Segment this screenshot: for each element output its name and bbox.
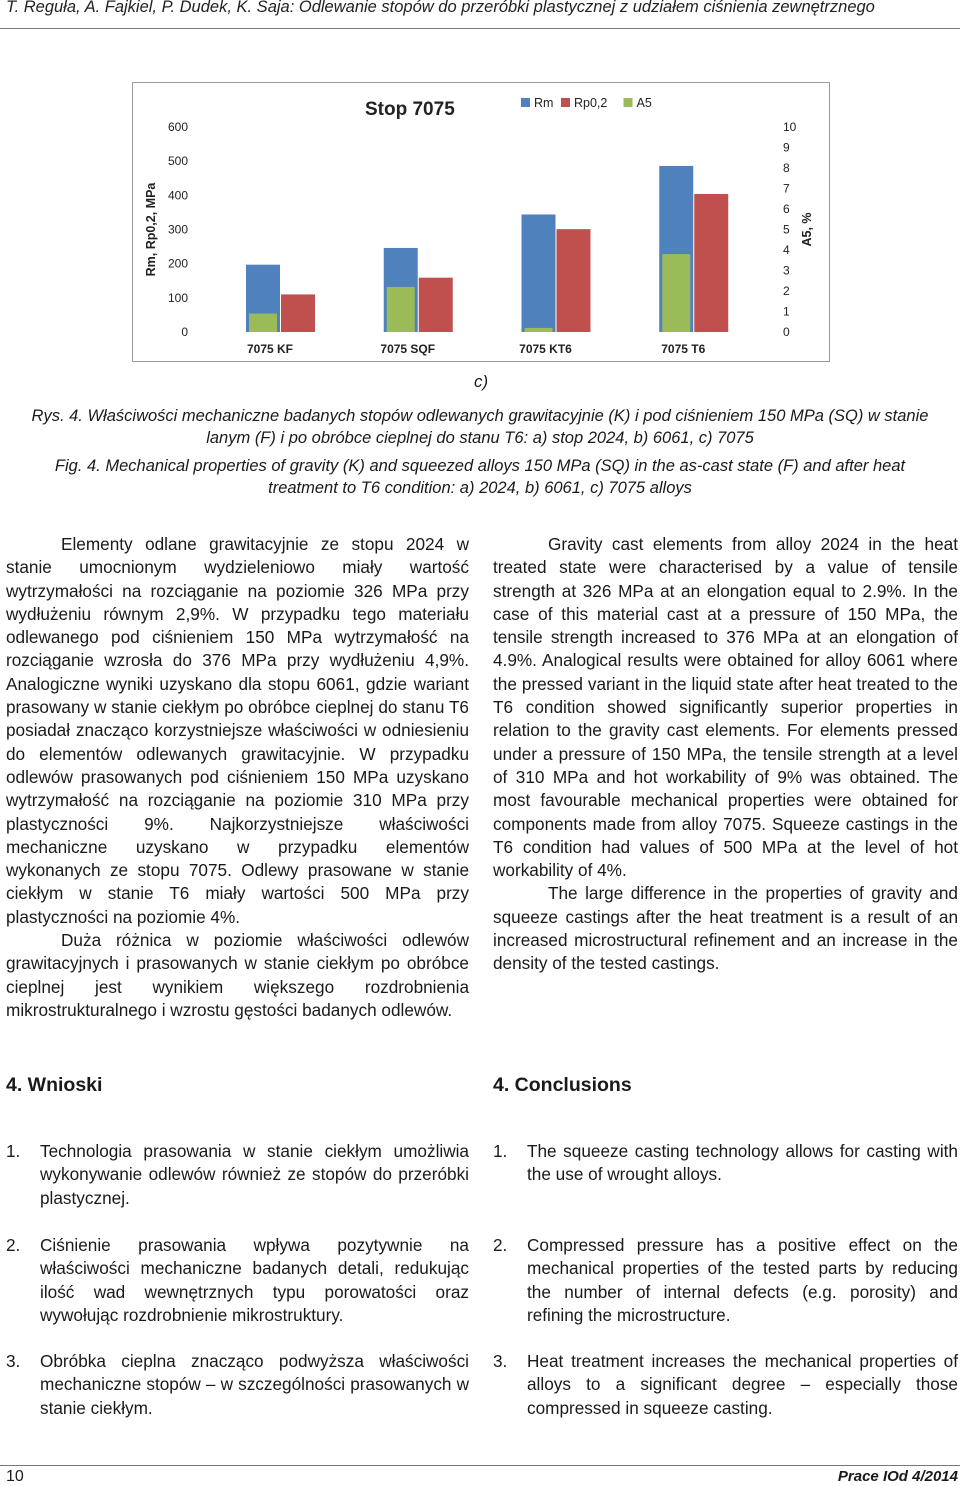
- legend-label-rp02: Rp0,2: [574, 96, 608, 110]
- conclusions-pl-heading: 4. Wnioski: [6, 1074, 103, 1096]
- chart-title: Stop 7075: [365, 99, 455, 120]
- journal-name: Prace IOd 4/2014: [837, 1468, 958, 1485]
- bar-rp02-2: [557, 229, 591, 332]
- y-tick-label: 400: [167, 188, 188, 203]
- caption-pl: [20, 405, 940, 449]
- bar-a5-2: [525, 328, 553, 332]
- list-item-text: Obróbka cieplna znacząco podwyższa właściwości mechaniczne stopów – w szczególności prasowanych w stanie ciekłym.: [40, 1351, 469, 1418]
- caption-en-text: Mechanical properties of gravity (K) and squeezed alloys 150 MPa (SQ) in the as-cast state (F) and after heat treatment to T6 condition: a) 2024, b) 6061, c) 7075 alloys: [105, 457, 906, 497]
- x-tick-label: 7075 T6: [661, 342, 706, 356]
- legend-swatch-rp02: [561, 98, 570, 107]
- bar-a5-1: [387, 287, 415, 332]
- header-rule: [0, 28, 960, 29]
- left-paragraph-1: Elementy odlane grawitacyjnie ze stopu 2024 w stanie umocnionym wydzieleniowo miały wartość wytrzymałości na rozciąganie na poziomie 326 MPa przy wydłużeniu równym 2,9%. W przypadku tego materiału odlewanego pod ciśnieniem 150 MPa wytrzymałość na rozciąganie wzrosła do 376 MPa przy wydłużeniu 4,9%. Analogiczne wyniki uzyskano dla stopu 6061, gdzie wariant prasowany w stanie ciekłym po obróbce cieplnej do stanu T6 posiadał znacząco korzystniejsze właściwości w odniesieniu do elementów odlewanych grawitacyjnie. W przypadku odlewów prasowanych pod ciśnieniem 150 MPa uzyskano wytrzymałość na rozciąganie na poziomie 310 MPa przy plastyczności 9%. Najkorzystniejsze właściwości mechaniczne uzyskano w przypadku elementów wykonanych ze stopu 7075. Odlewy prasowane w stanie ciekłym w stanie T6 miały wartości 500 MPa przy plastyczności na poziomie 4%.: [6, 534, 469, 927]
- bar-rp02-1: [419, 278, 453, 332]
- y2-tick-label: 6: [783, 202, 790, 216]
- footer-rule: [0, 1465, 960, 1466]
- list-item-text: Ciśnienie prasowania wpływa pozytywnie na właściwości mechaniczne badanych detali, redukując ilość wad wewnętrznych typu porowatości oraz wywołując rozdrobnienie mikrostruktury.: [40, 1235, 469, 1325]
- bar-rp02-0: [281, 294, 315, 332]
- conclusions-pl-list-3: [6, 1350, 469, 1420]
- list-item-text: Compressed pressure has a positive effect on the mechanical properties of the tested parts by reducing the number of internal defects (e.g. porosity) and refining the microstructure.: [527, 1235, 958, 1325]
- caption-en: [20, 455, 940, 499]
- left-column: [6, 533, 469, 1022]
- list-item-number: 3.: [493, 1351, 508, 1371]
- list-item: [6, 1234, 469, 1327]
- chart-svg: [133, 83, 829, 361]
- page-number: 10: [6, 1468, 24, 1485]
- x-tick-label: 7075 SQF: [380, 342, 436, 356]
- list-item-number: 1.: [493, 1141, 508, 1161]
- running-header: T. Reguła, A. Fajkiel, P. Dudek, K. Saja: Odlewanie stopów do przeróbki plastycznej z udziałem ciśnienia zewnętrznego: [6, 0, 875, 16]
- y2-tick-label: 2: [783, 284, 790, 298]
- y2-tick-label: 3: [783, 263, 790, 278]
- bar-rp02-3: [694, 194, 728, 332]
- list-item: [493, 1234, 958, 1327]
- conclusions-en-heading: 4. Conclusions: [493, 1074, 632, 1096]
- list-item: [493, 1350, 958, 1420]
- y2-axis-label: A5, %: [800, 212, 814, 247]
- y2-tick-label: 5: [783, 222, 790, 237]
- chart-figure: [132, 82, 830, 362]
- list-item-text: Heat treatment increases the mechanical properties of alloys to a significant degree – especially those compressed in squeeze casting.: [527, 1351, 958, 1418]
- caption-pl-label: Rys. 4.: [31, 407, 83, 425]
- list-item-text: Technologia prasowania w stanie ciekłym umożliwia wykonywanie odlewów również ze stopów do przeróbki plastycznej.: [40, 1141, 469, 1208]
- y-axis-label: Rm, Rp0,2, MPa: [144, 182, 158, 277]
- list-item-number: 2.: [493, 1235, 508, 1255]
- y2-tick-label: 1: [783, 304, 790, 319]
- panel-label: c): [474, 372, 489, 391]
- right-column: [493, 533, 958, 976]
- caption-pl-text: Właściwości mechaniczne badanych stopów odlewanych grawitacyjnie (K) i pod ciśnieniem 150 MPa (SQ) w stanie lanym (F) i po obróbce cieplnej do stanu T6: a) stop 2024, b) 6061, c) 7075: [87, 407, 929, 447]
- bar-a5-3: [662, 254, 690, 332]
- legend-swatch-rm: [521, 98, 530, 107]
- y-tick-label: 300: [167, 222, 188, 237]
- legend-label-rm: Rm: [534, 96, 554, 110]
- y-tick-label: 500: [167, 154, 188, 169]
- y-tick-label: 100: [167, 290, 188, 305]
- legend-swatch-a5: [624, 98, 633, 107]
- caption-en-label: Fig. 4.: [54, 457, 101, 475]
- y2-tick-label: 10: [783, 120, 797, 134]
- conclusions-en-list-2: [493, 1234, 958, 1327]
- list-item-number: 2.: [6, 1235, 21, 1255]
- y2-tick-label: 7: [783, 181, 790, 196]
- y2-tick-label: 8: [783, 161, 790, 175]
- y2-tick-label: 0: [783, 325, 790, 339]
- x-tick-label: 7075 KF: [246, 342, 294, 356]
- conclusions-en-list-3: [493, 1350, 958, 1420]
- left-paragraph-2: Duża różnica w poziomie właściwości odlewów grawitacyjnych i prasowanych w stanie ciekłym po obróbce cieplnej jest wynikiem większego rozdrobnienia mikrostrukturalnego i wzrostu gęstości badanych odlewów.: [6, 930, 469, 1020]
- conclusions-en-list: [493, 1140, 958, 1187]
- conclusions-pl-list-2: [6, 1234, 469, 1327]
- y-tick-label: 0: [181, 325, 188, 339]
- y2-tick-label: 9: [783, 140, 790, 155]
- right-paragraph-1: Gravity cast elements from alloy 2024 in the heat treated state were characterised by a value of tensile strength at 326 MPa at an elongation equal to 2.9%. In the case of this material cast at a pressure of 150 MPa, the tensile strength increased to 376 MPa at an elongation of 4.9%. Analogical results were obtained for alloy 6061 where the pressed variant in the liquid state after heat treated to the T6 condition showed significantly superior properties in relation to the gravity cast elements. For elements pressed under a pressure of 150 MPa, the tensile strength at a level of 310 MPa and hot workability of 9% was obtained. The most favourable mechanical properties were obtained for components made from alloy 7075. Squeeze castings in the T6 condition had values of 500 MPa at the level of hot workability of 4%.: [493, 534, 958, 881]
- list-item-number: 1.: [6, 1141, 21, 1161]
- list-item-text: The squeeze casting technology allows for casting with the use of wrought alloys.: [527, 1141, 958, 1185]
- list-item: [493, 1140, 958, 1187]
- list-item: [6, 1140, 469, 1210]
- bar-rm-2: [522, 214, 556, 332]
- x-tick-label: 7075 KT6: [519, 342, 572, 356]
- legend-label-a5: A5: [636, 96, 652, 110]
- y-tick-label: 600: [167, 120, 188, 134]
- y-tick-label: 200: [167, 256, 188, 271]
- list-item-number: 3.: [6, 1351, 21, 1371]
- conclusions-pl-list: [6, 1140, 469, 1210]
- right-paragraph-2: The large difference in the properties of gravity and squeeze castings after the heat treatment is a result of an increased microstructural refinement and an increase in the density of the tested castings.: [493, 883, 958, 974]
- y2-tick-label: 4: [783, 243, 790, 257]
- bar-a5-0: [249, 314, 277, 332]
- list-item: [6, 1350, 469, 1420]
